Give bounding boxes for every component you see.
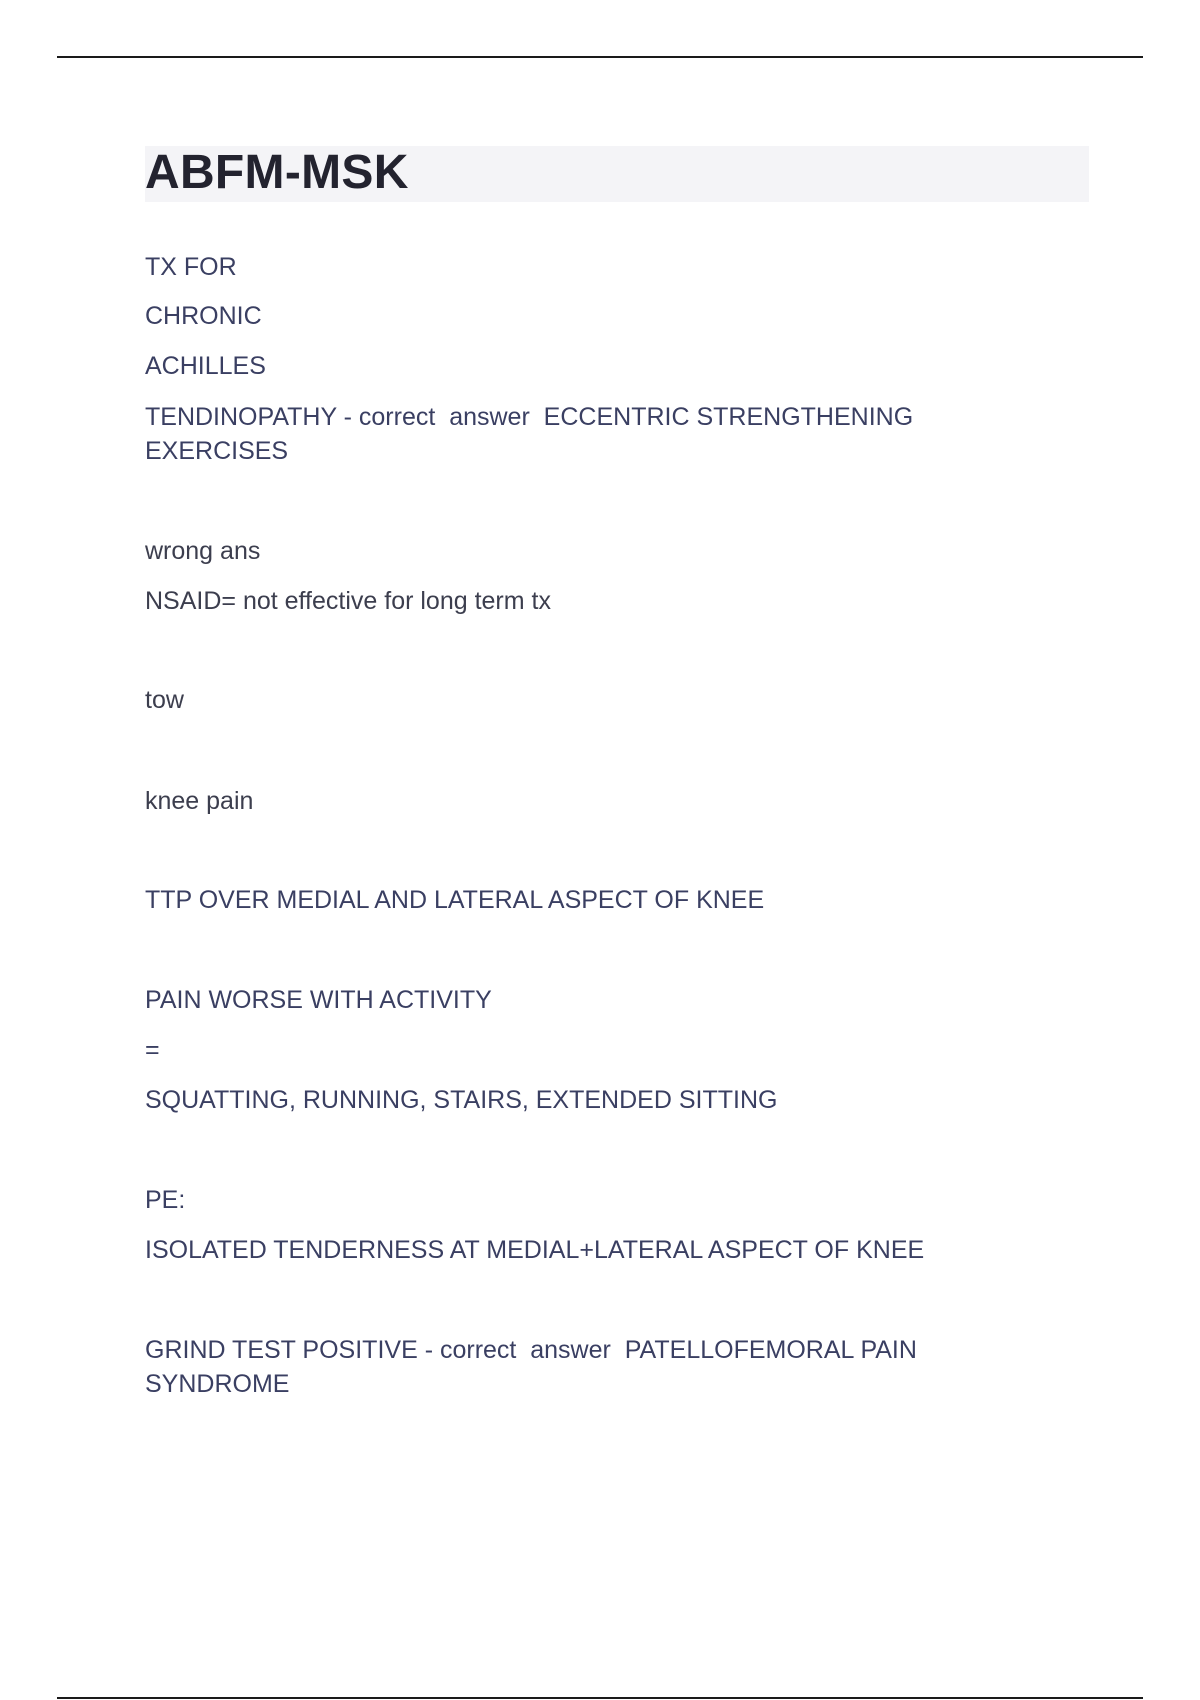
text-line: SQUATTING, RUNNING, STAIRS, EXTENDED SITTING <box>145 1086 778 1114</box>
text-line: = <box>145 1036 160 1064</box>
text-line: TTP OVER MEDIAL AND LATERAL ASPECT OF KNEE <box>145 886 765 914</box>
text-line: GRIND TEST POSITIVE - correct answer PATELLOFEMORAL PAIN SYNDROME <box>145 1336 924 1398</box>
text-line: PAIN WORSE WITH ACTIVITY <box>145 986 492 1014</box>
text-line: PE: <box>145 1186 186 1214</box>
text-line: knee pain <box>145 787 254 815</box>
bottom-divider <box>57 1697 1143 1699</box>
text-line: CHRONIC <box>145 302 262 330</box>
text-line: ACHILLES <box>145 352 266 380</box>
document-title: ABFM-MSK <box>145 146 409 199</box>
text-line: TENDINOPATHY - correct answer ECCENTRIC STRENGTHENING EXERCISES <box>145 403 921 465</box>
text-line: ISOLATED TENDERNESS AT MEDIAL+LATERAL ASPECT OF KNEE <box>145 1236 925 1264</box>
top-divider <box>57 56 1143 58</box>
text-line: NSAID= not effective for long term tx <box>145 587 551 615</box>
text-line: tow <box>145 686 184 714</box>
text-line: wrong ans <box>145 537 261 565</box>
text-line: TX FOR <box>145 253 237 281</box>
